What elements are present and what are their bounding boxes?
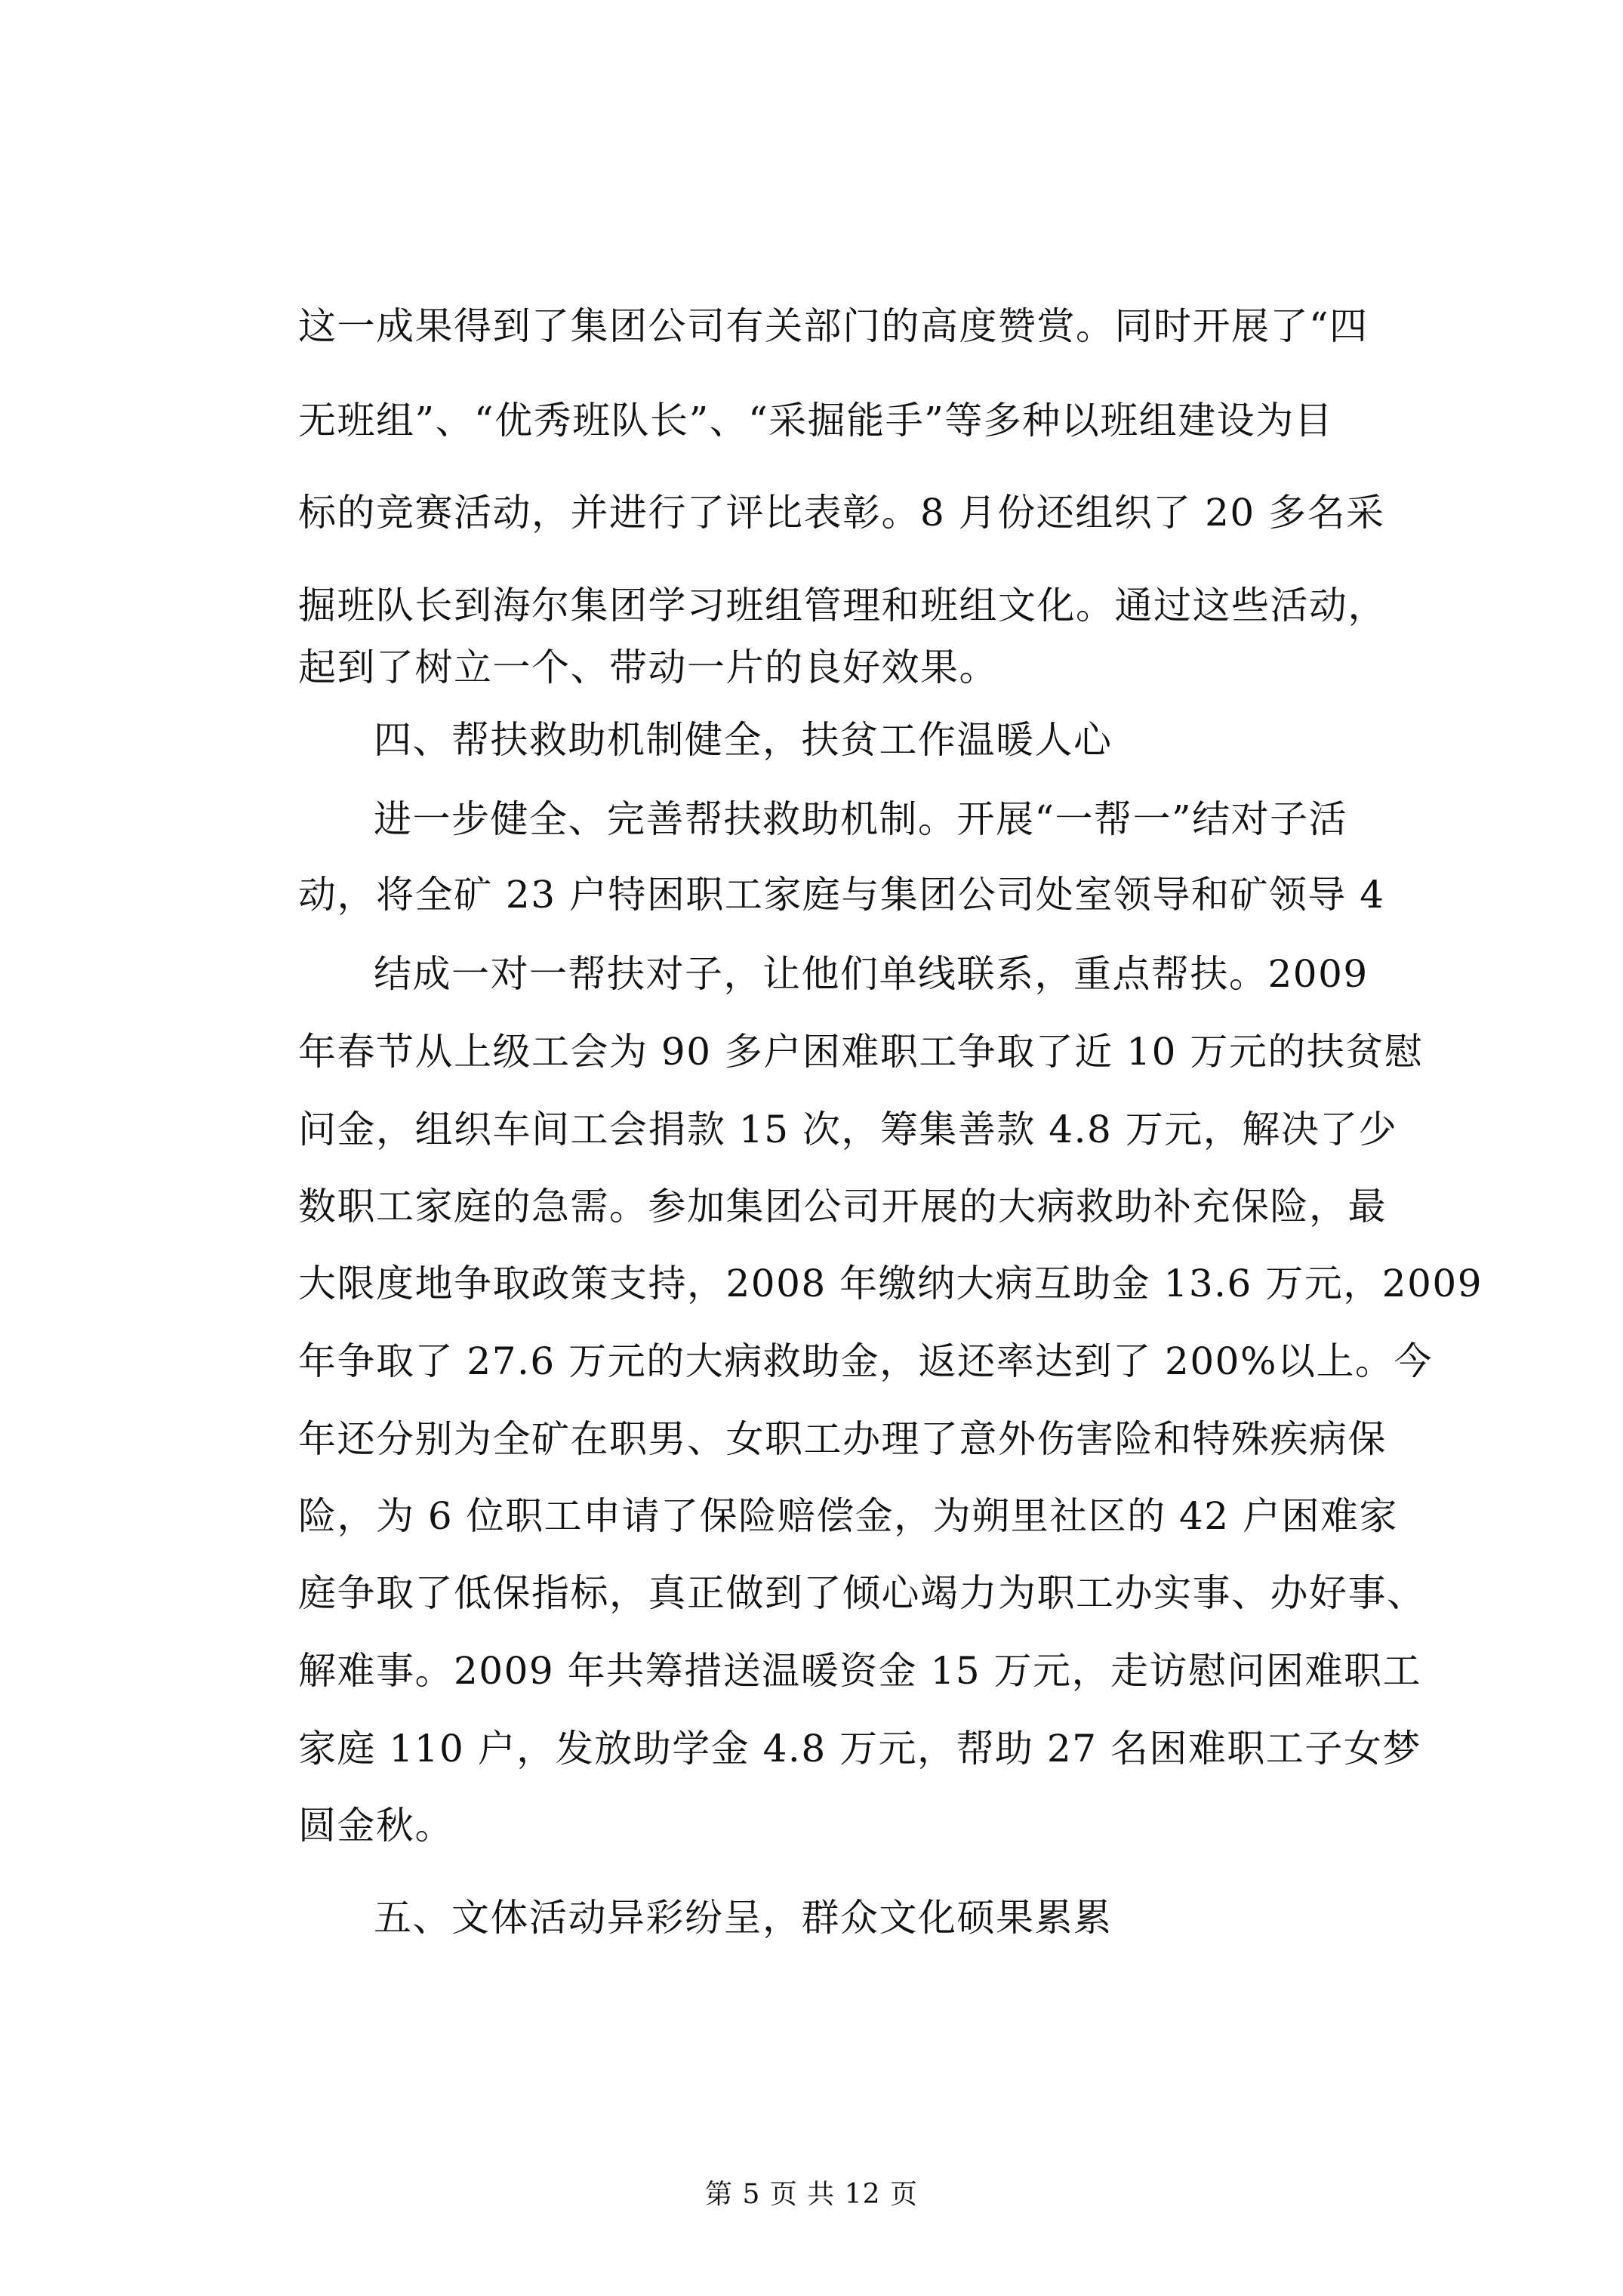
body-text-line: 标的竞赛活动，并进行了评比表彰。8 月份还组织了 20 多名采 — [298, 491, 1385, 535]
body-text-line: 年争取了 27.6 万元的大病救助金，返还率达到了 200%以上。今 — [298, 1339, 1433, 1383]
body-text-line: 无班组”、“优秀班队长”、“采掘能手”等多种以班组建设为目 — [298, 399, 1334, 442]
body-text-line: 这一成果得到了集团公司有关部门的高度赞赏。同时开展了“四 — [298, 304, 1369, 348]
section-heading: 五、文体活动异彩纷呈，群众文化硕果累累 — [374, 1896, 1113, 1940]
body-text-line: 掘班队长到海尔集团学习班组管理和班组文化。通过这些活动， — [298, 584, 1387, 627]
body-text-line: 起到了树立一个、带动一片的良好效果。 — [298, 646, 998, 689]
body-text-line: 家庭 110 户，发放助学金 4.8 万元，帮助 27 名困难职工子女梦 — [298, 1727, 1421, 1771]
body-text-line: 大限度地争取政策支持，2008 年缴纳大病互助金 13.6 万元，2009 — [298, 1262, 1483, 1305]
body-text-line: 庭争取了低保指标，真正做到了倾心竭力为职工办实事、办好事、 — [298, 1571, 1426, 1615]
body-text-line: 动，将全矿 23 户特困职工家庭与集团公司处室领导和矿领导 4 — [298, 873, 1385, 917]
body-text-line: 解难事。2009 年共筹措送温暖资金 15 万元，走访慰问困难职工 — [298, 1649, 1422, 1693]
body-text-line: 圆金秋。 — [298, 1804, 454, 1848]
body-text-line: 年春节从上级工会为 90 多户困难职工争取了近 10 万元的扶贫慰 — [298, 1030, 1424, 1074]
body-text-line: 结成一对一帮扶对子，让他们单线联系，重点帮扶。2009 — [374, 952, 1369, 996]
body-text-line: 险，为 6 位职工申请了保险赔偿金，为朔里社区的 42 户困难家 — [298, 1494, 1399, 1538]
body-text-line: 问金，组织车间工会捐款 15 次，筹集善款 4.8 万元，解决了少 — [298, 1108, 1398, 1151]
body-text-line: 进一步健全、完善帮扶救助机制。开展“一帮一”结对子活 — [374, 797, 1348, 841]
body-text-line: 年还分别为全矿在职男、女职工办理了意外伤害险和特殊疾病保 — [298, 1417, 1387, 1461]
section-heading: 四、帮扶救助机制健全，扶贫工作温暖人心 — [374, 718, 1113, 762]
body-text-line: 数职工家庭的急需。参加集团公司开展的大病救助补充保险，最 — [298, 1185, 1387, 1228]
page-number-footer: 第 5 页 共 12 页 — [705, 2179, 918, 2210]
